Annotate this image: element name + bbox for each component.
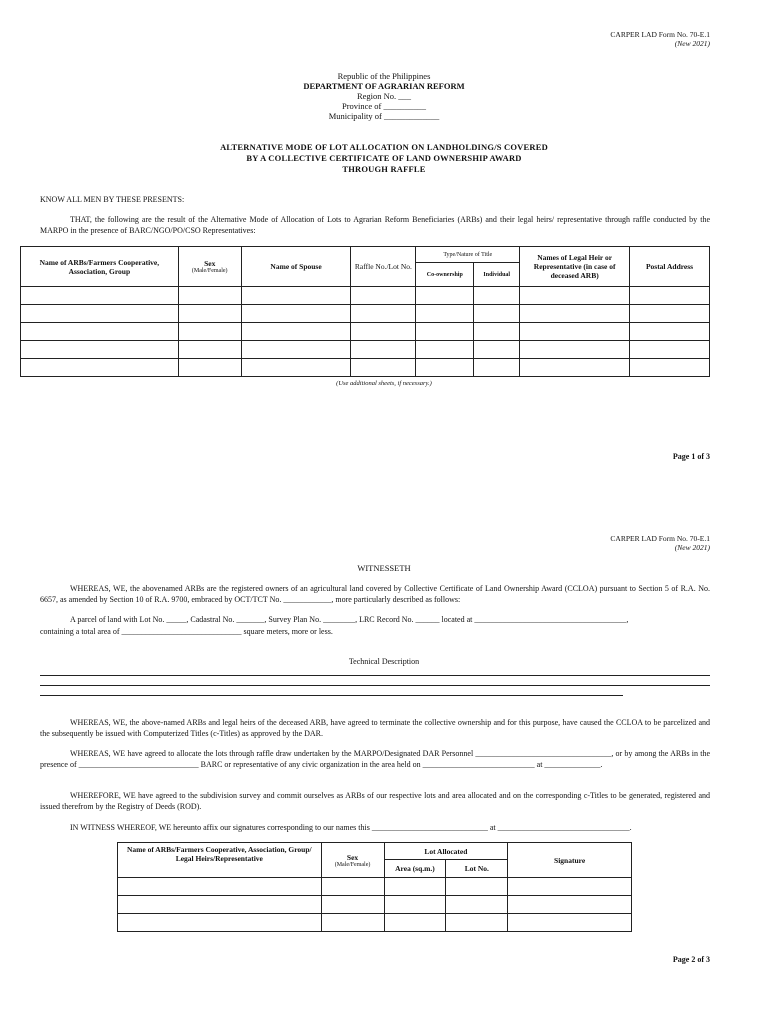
page-number-2: Page 2 of 3	[672, 955, 710, 964]
col-lotno-header: Lot No.	[446, 860, 508, 878]
municipality-line: Municipality of _____________	[328, 111, 440, 121]
col-coownership-header: Co-ownership	[416, 263, 474, 287]
title-line-3: THROUGH RAFFLE	[342, 164, 426, 174]
area-line: containing a total area of ______________________________ square meters, more or less.	[40, 627, 333, 636]
sex-sub-label: (Male/Female)	[191, 268, 228, 274]
province-line: Province of __________	[341, 101, 427, 111]
col-heir-header: Names of Legal Heir or Representative (in case of deceased ARB)	[520, 247, 630, 287]
col-spouse-header: Name of Spouse	[241, 247, 351, 287]
letterhead	[0, 71, 768, 121]
form-date: (New 2021)	[674, 39, 710, 48]
col-raffle-header: Raffle No./Lot No.	[351, 247, 416, 287]
col-sex-header	[178, 247, 241, 287]
republic-line: Republic of the Philippines	[337, 71, 431, 81]
form-code-label: CARPER LAD Form No. 70-E.1	[610, 534, 710, 543]
table-row	[118, 896, 632, 914]
know-all-men: KNOW ALL MEN BY THESE PRESENTS:	[40, 195, 185, 204]
title-line-2: BY A COLLECTIVE CERTIFICATE OF LAND OWNERSHIP AWARD	[246, 153, 522, 163]
tech-desc-line[interactable]	[40, 685, 710, 686]
col-individual-header: Individual	[474, 263, 520, 287]
whereas-paragraph-1: WHEREAS, WE, the abovenamed ARBs are the registered owners of an agricultural land covered by Collective Certificate of Land Ownership Award (CCLOA) pursuant to Section 5 of R.A. No. 6657, as amended by Section 10 of R.A. 9700, embraced by OCT/TCT No. ____________, more particularly described as follows:	[40, 584, 710, 604]
signature-table	[117, 842, 632, 932]
witnesseth-heading: WITNESSETH	[357, 563, 411, 573]
form-code-p1	[610, 30, 710, 48]
that-paragraph: THAT, the following are the result of the Alternative Mode of Allocation of Lots to Agrarian Reform Beneficiaries (ARBs) and their legal heirs/ representative through raffle conducted by the MARPO in the presence of BARC/NGO/PO/CSO Representatives:	[40, 215, 710, 235]
allocation-table	[20, 246, 710, 377]
tech-desc-line[interactable]	[40, 695, 623, 696]
col-lot-allocated-header: Lot Allocated	[384, 843, 508, 860]
col-area-header: Area (sq.m.)	[384, 860, 446, 878]
col-name-header: Name of ARBs/Farmers Cooperative, Association, Group	[21, 247, 179, 287]
page-number-1: Page 1 of 3	[672, 452, 710, 461]
col-sex-header	[321, 843, 384, 878]
technical-description-heading: Technical Description	[348, 657, 420, 666]
in-witness-paragraph: IN WITNESS WHEREOF, WE hereunto affix our signatures corresponding to our names this _____________________________ at _________________________________.	[70, 823, 632, 832]
table-row	[21, 341, 710, 359]
table-row	[21, 323, 710, 341]
table-row	[118, 914, 632, 932]
col-signature-header: Signature	[508, 843, 632, 878]
table-row	[21, 359, 710, 377]
sex-sub-label: (Male/Female)	[334, 861, 371, 868]
whereas-paragraph-3: WHEREAS, WE have agreed to allocate the lots through raffle draw undertaken by the MARPO/Designated DAR Personnel __________________________________, or by among the ARBs in the presence of ______________________________ BARC or representative of any civic organization in the area held on ____________________________ at ______________.	[40, 749, 710, 769]
col-title-header: Type/Nature of Title	[416, 247, 520, 263]
col-name-header: Name of ARBs/Farmers Cooperative, Association, Group/ Legal Heirs/Representative	[118, 843, 322, 878]
table-row	[21, 287, 710, 305]
sex-label: Sex	[204, 259, 216, 268]
form-code-label: CARPER LAD Form No. 70-E.1	[610, 30, 710, 39]
form-code-p2	[610, 534, 710, 552]
form-date: (New 2021)	[674, 543, 710, 552]
col-address-header: Postal Address	[630, 247, 710, 287]
table-row	[118, 878, 632, 896]
sex-label: Sex	[346, 852, 359, 862]
region-line: Region No. ___	[356, 91, 412, 101]
title-line-1: ALTERNATIVE MODE OF LOT ALLOCATION ON LANDHOLDING/S COVERED	[220, 142, 548, 152]
table-note: (Use additional sheets, if necessary.)	[336, 380, 432, 387]
wherefore-paragraph: WHEREFORE, WE have agreed to the subdivision survey and commit ourselves as ARBs of our respective lots and area allocated and on the corresponding c-Titles to be generated, registered and issued therefrom by the Registry of Deeds (ROD).	[40, 791, 710, 811]
tech-desc-line[interactable]	[40, 675, 710, 676]
table-row	[21, 305, 710, 323]
document-title	[0, 142, 768, 175]
department-name: DEPARTMENT OF AGRARIAN REFORM	[303, 81, 465, 91]
parcel-paragraph: A parcel of land with Lot No. _____, Cadastral No. _______, Survey Plan No. ________, LRC Record No. ______ located at ______________________________________,	[70, 615, 629, 624]
whereas-paragraph-2: WHEREAS, WE, the above-named ARBs and legal heirs of the deceased ARB, have agreed to terminate the collective ownership and for this purpose, have caused the CCLOA to be parcelized and the subsequently be issued with Computerized Titles (c-Titles) as approved by the DAR.	[40, 718, 710, 738]
